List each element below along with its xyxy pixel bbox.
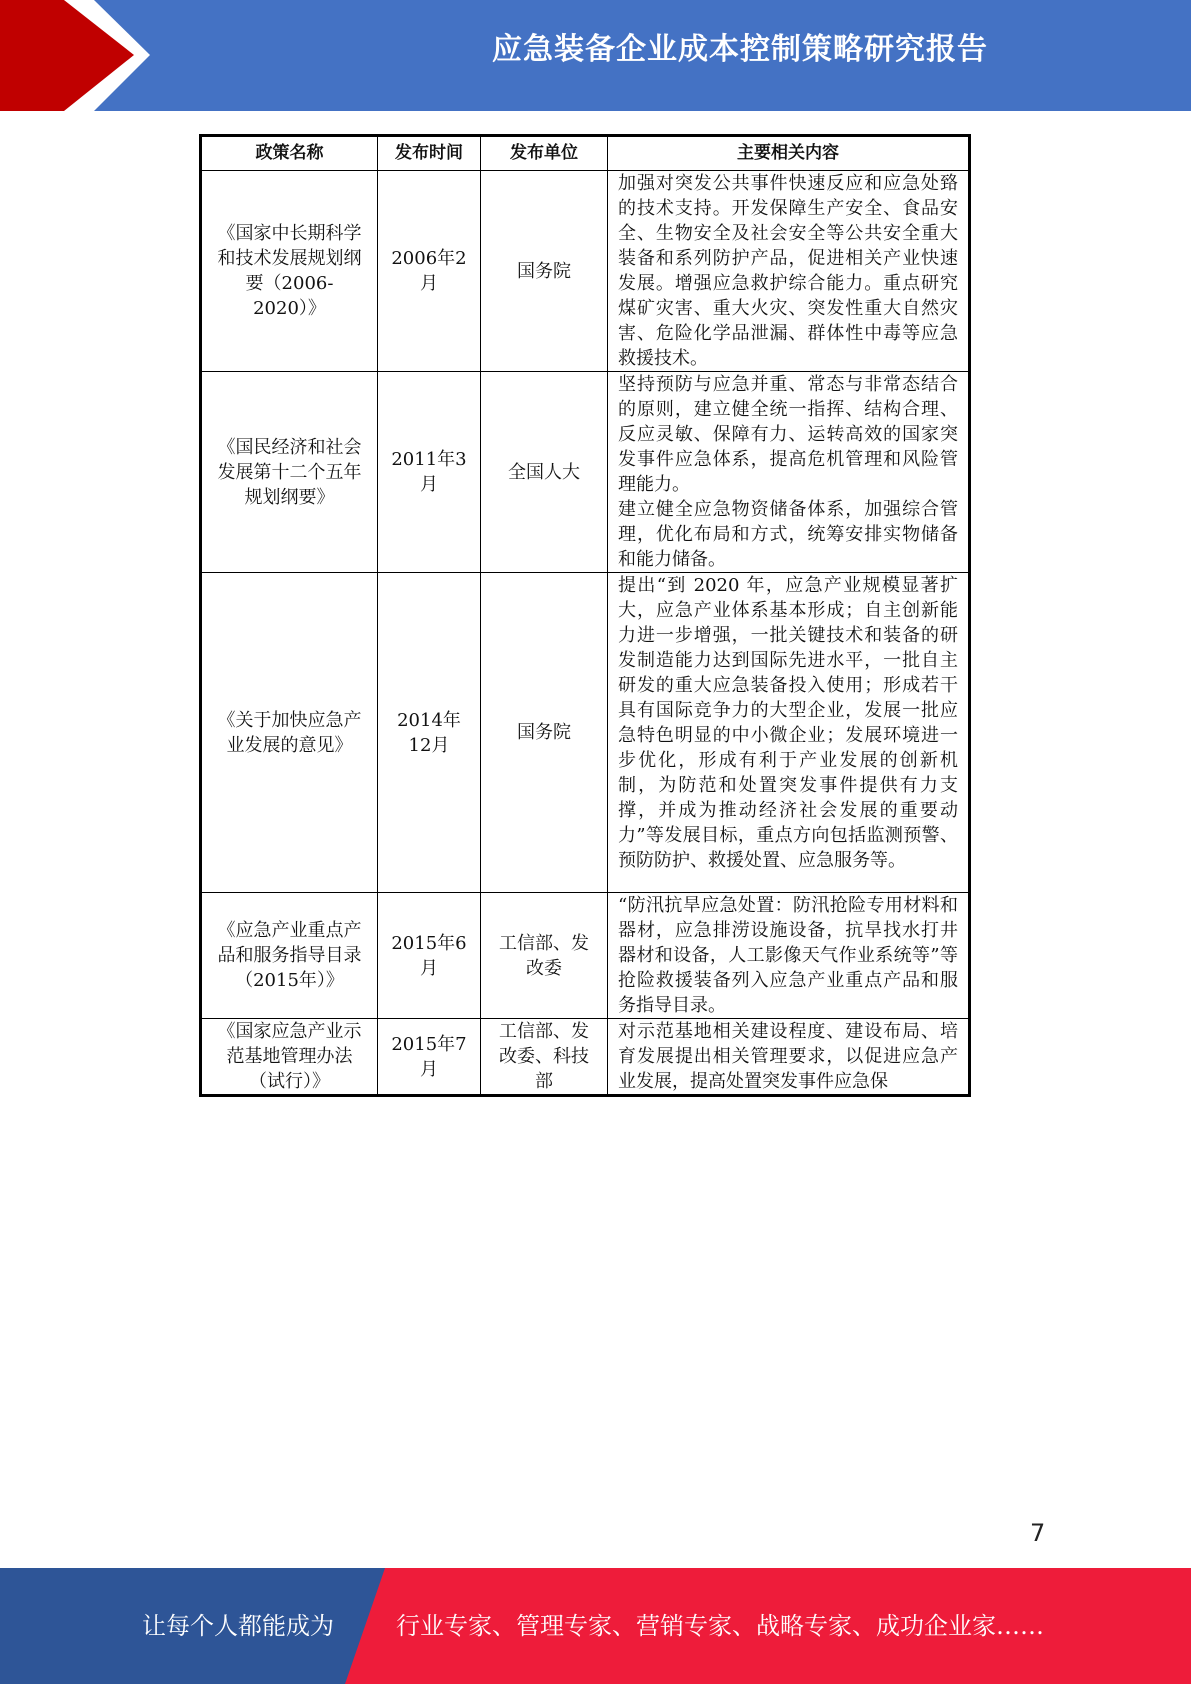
column-header-release-date: 发布时间 bbox=[378, 136, 481, 171]
policy-name-cell: 《国家应急产业示范基地管理办法（试行）》 bbox=[201, 1019, 378, 1096]
issuer-cell: 工信部、发改委 bbox=[481, 893, 608, 1019]
report-header bbox=[0, 0, 1191, 111]
content-paragraph: “防汛抗旱应急处置：防汛抢险专用材料和器材，应急排涝设施设备，抗旱找水打井器材和设备，人工影像天气作业系统等”等抢险救援装备列入应急产业重点产品和服务指导目录。 bbox=[618, 895, 958, 1016]
column-header-policy-name: 政策名称 bbox=[201, 136, 378, 171]
footer-slogan-lead: 让每个人都能成为 bbox=[142, 1612, 334, 1640]
table-row bbox=[201, 171, 970, 372]
release-date-cell: 2006年2月 bbox=[378, 171, 481, 372]
table-row bbox=[201, 893, 970, 1019]
table-header-row bbox=[201, 136, 970, 171]
release-date-cell: 2011年3月 bbox=[378, 372, 481, 573]
column-header-main-content: 主要相关内容 bbox=[608, 136, 970, 171]
footer-slogan-list: 行业专家、管理专家、营销专家、战略专家、成功企业家…… bbox=[396, 1612, 1044, 1640]
content-cell bbox=[608, 573, 970, 893]
content-cell bbox=[608, 893, 970, 1019]
content-cell bbox=[608, 171, 970, 372]
report-footer bbox=[0, 1568, 1191, 1684]
report-title: 应急装备企业成本控制策略研究报告 bbox=[492, 32, 988, 67]
issuer-cell: 全国人大 bbox=[481, 372, 608, 573]
content-paragraph: 对示范基地相关建设程度、建设布局、培育发展提出相关管理要求，以促进应急产业发展，提高处置突发事件应急保 bbox=[618, 1021, 958, 1092]
content-paragraph: 提出“到 2020 年，应急产业规模显著扩大，应急产业体系基本形成；自主创新能力进一步增强，一批关键技术和装备的研发制造能力达到国际先进水平，一批自主研发的重大应急装备投入使用；形成若干具有国际竞争力的大型企业，发展一批应急特色明显的中小微企业；发展环境进一步优化，形成有利于产业发展的创新机制，为防范和处置突发事件提供有力支撑，并成为推动经济社会发展的重要动力”等发展目标，重点方向包括监测预警、预防防护、救援处置、应急服务等。 bbox=[618, 575, 958, 871]
policy-table bbox=[199, 134, 971, 1097]
release-date-cell: 2015年7月 bbox=[378, 1019, 481, 1096]
table-row bbox=[201, 372, 970, 573]
policy-name-cell: 《关于加快应急产业发展的意见》 bbox=[201, 573, 378, 893]
column-header-issuer: 发布单位 bbox=[481, 136, 608, 171]
release-date-cell: 2014年12月 bbox=[378, 573, 481, 893]
content-paragraph: 坚持预防与应急并重、常态与非常态结合的原则，建立健全统一指挥、结构合理、反应灵敏、保障有力、运转高效的国家突发事件应急体系，提高危机管理和风险管理能力。 bbox=[618, 374, 958, 495]
content-cell bbox=[608, 1019, 970, 1096]
policy-name-cell: 《应急产业重点产品和服务指导目录（2015年）》 bbox=[201, 893, 378, 1019]
policy-name-cell: 《国民经济和社会发展第十二个五年规划纲要》 bbox=[201, 372, 378, 573]
table-row bbox=[201, 1019, 970, 1096]
page-number: 7 bbox=[1030, 1519, 1046, 1547]
table-row bbox=[201, 573, 970, 893]
red-chevron-icon bbox=[0, 0, 160, 111]
content-paragraph: 建立健全应急物资储备体系，加强综合管理，优化布局和方式，统筹安排实物储备和能力储备。 bbox=[618, 499, 958, 570]
policy-name-cell: 《国家中长期科学和技术发展规划纲要（2006-2020）》 bbox=[201, 171, 378, 372]
release-date-cell: 2015年6月 bbox=[378, 893, 481, 1019]
content-paragraph: 加强对突发公共事件快速反应和应急处臵的技术支持。开发保障生产安全、食品安全、生物安全及社会安全等公共安全重大装备和系列防护产品，促进相关产业快速发展。增强应急救护综合能力。重点研究煤矿灾害、重大火灾、突发性重大自然灾害、危险化学品泄漏、群体性中毒等应急救援技术。 bbox=[618, 173, 958, 369]
issuer-cell: 国务院 bbox=[481, 171, 608, 372]
issuer-cell: 工信部、发改委、科技部 bbox=[481, 1019, 608, 1096]
content-cell bbox=[608, 372, 970, 573]
issuer-cell: 国务院 bbox=[481, 573, 608, 893]
